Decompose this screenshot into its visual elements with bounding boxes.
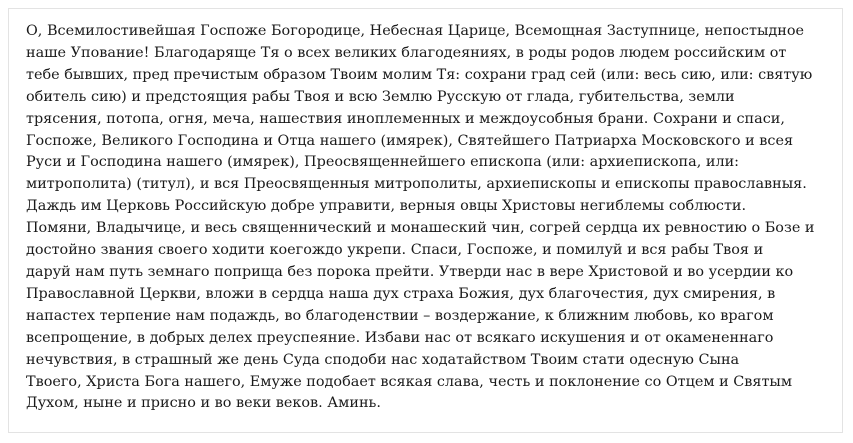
prayer-line: даруй нам путь земнаго поприща без порока прейти. Утверди нас в вере Христовой и во усердии ко [26, 263, 794, 280]
prayer-line: нечувствия, в страшный же день Суда сподоби нас ходатайством Твоим стати одесную Сына [26, 351, 740, 368]
prayer-line: всепрощение, в добрых делех преуспеяние. Избави нас от всякаго искушения и от окамененнаго [26, 329, 774, 346]
prayer-line: О, Всемилостивейшая Госпоже Богородице, Небесная Царице, Всемощная Заступнице, непостыдное [26, 23, 805, 39]
prayer-line: Православной Церкви, вложи в сердца наша дух страха Божия, дух благочестия, дух смирения, в [26, 285, 776, 302]
prayer-line: Помяни, Владычице, и весь священнический и монашеский чин, согрей сердца их ревностию о Бозе и [26, 220, 815, 237]
prayer-line: трясения, потопа, огня, меча, нашествия иноплеменных и междоусобныя брани. Сохрани и спаси, [26, 110, 785, 127]
prayer-line: обитель сию) и предстоящия рабы Твоя и всю Землю Русскую от глада, губительства, земли [26, 88, 735, 105]
prayer-line: достойно звания своего ходити коегождо укрепи. Спаси, Госпоже, и помилуй и вся рабы Твоя и [26, 242, 764, 259]
prayer-line: наше Упование! Благодаряще Тя о всех великих благодеяниях, в роды родов людем российским от [26, 44, 787, 61]
prayer-text [26, 21, 842, 415]
prayer-line: митрополита) (титул), и вся Преосвященныя митрополиты, архиепископы и епископы православныя. [26, 176, 807, 193]
prayer-line: Духом, ныне и присно и во веки веков. Аминь. [26, 395, 381, 412]
prayer-line: Твоего, Христа Бога нашего, Емуже подобает всякая слава, честь и поклонение со Отцем и Святым [26, 373, 793, 390]
prayer-line: Госпоже, Великого Господина и Отца нашего (имярек), Святейшего Патриарха Московского и всея [26, 132, 794, 149]
prayer-line: Даждь им Церковь Российскую добре управити, верныя овцы Христовы негиблемы соблюсти. [26, 198, 747, 215]
document-frame [8, 8, 843, 433]
prayer-line: Руси и Господина нашего (имярек), Преосвященнейшего епископа (или: архиепископа, или: [26, 154, 740, 171]
prayer-line: напастех терпение нам подаждь, во благоденствии – воздержание, к ближним любовь, ко врагом [26, 307, 774, 324]
prayer-line: тебе бывших, пред пречистым образом Твоим молим Тя: сохрани град сей (или: весь сию, или: святую [26, 66, 813, 83]
